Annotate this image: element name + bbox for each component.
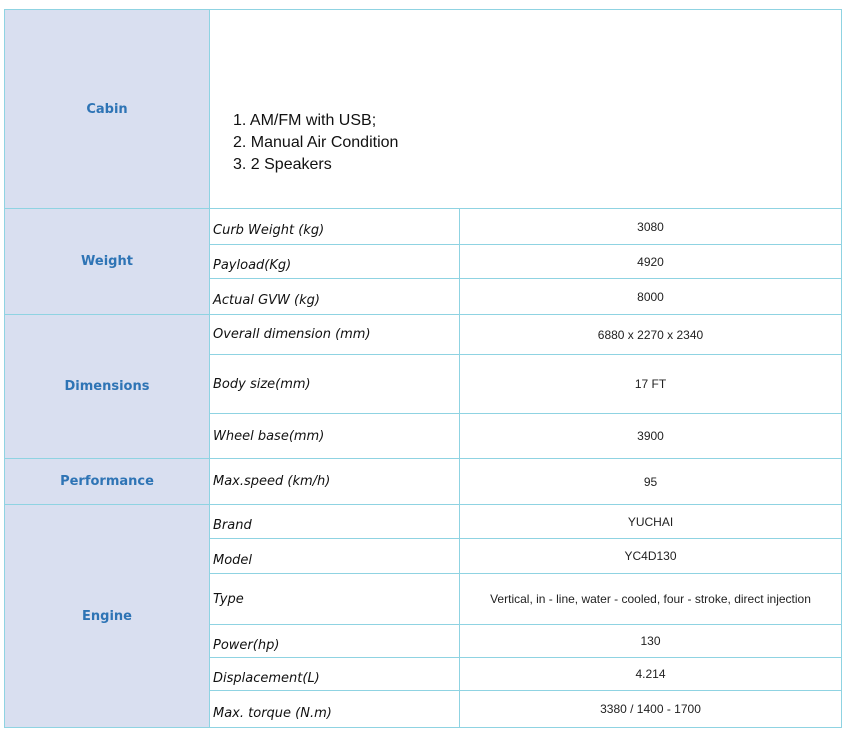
category-dimensions: Dimensions: [5, 315, 210, 459]
spec-label: Brand: [210, 505, 460, 539]
spec-label: Displacement(L): [210, 658, 460, 691]
spec-label: Actual GVW (kg): [210, 279, 460, 315]
spec-label: Power(hp): [210, 625, 460, 658]
list-item: 3. 2 Speakers: [233, 156, 332, 173]
spec-value: Vertical, in - line, water - cooled, four - stroke, direct injection: [460, 574, 842, 625]
table-row: [5, 10, 842, 209]
table-row: [5, 505, 842, 539]
category-performance: Performance: [5, 459, 210, 505]
spec-value: 3900: [460, 414, 842, 459]
table-row: [5, 459, 842, 505]
spec-value: 17 FT: [460, 355, 842, 414]
list-item: 1. AM/FM with USB;: [233, 112, 377, 129]
spec-table: [4, 9, 842, 728]
spec-label: Curb Weight (kg): [210, 209, 460, 245]
spec-label: Body size(mm): [210, 355, 460, 414]
cabin-features-cell: [210, 10, 842, 209]
spec-value: 3380 / 1400 - 1700: [460, 691, 842, 728]
spec-value: 8000: [460, 279, 842, 315]
spec-value: YC4D130: [460, 539, 842, 574]
spec-value: 95: [460, 459, 842, 505]
cabin-features-list: [233, 42, 841, 176]
table-row: [5, 315, 842, 355]
spec-label: Model: [210, 539, 460, 574]
spec-label: Max.speed (km/h): [210, 459, 460, 505]
spec-value: 4920: [460, 245, 842, 279]
spec-label: Payload(Kg): [210, 245, 460, 279]
spec-label: Wheel base(mm): [210, 414, 460, 459]
spec-label: Type: [210, 574, 460, 625]
spec-value: 4.214: [460, 658, 842, 691]
spec-value: 130: [460, 625, 842, 658]
list-item: 2. Manual Air Condition: [233, 134, 399, 151]
spec-value: 3080: [460, 209, 842, 245]
table-row: [5, 209, 842, 245]
category-cabin: Cabin: [5, 10, 210, 209]
spec-label: Max. torque (N.m): [210, 691, 460, 728]
category-weight: Weight: [5, 209, 210, 315]
spec-value: YUCHAI: [460, 505, 842, 539]
spec-value: 6880 x 2270 x 2340: [460, 315, 842, 355]
category-engine: Engine: [5, 505, 210, 728]
spec-label: Overall dimension (mm): [210, 315, 460, 355]
